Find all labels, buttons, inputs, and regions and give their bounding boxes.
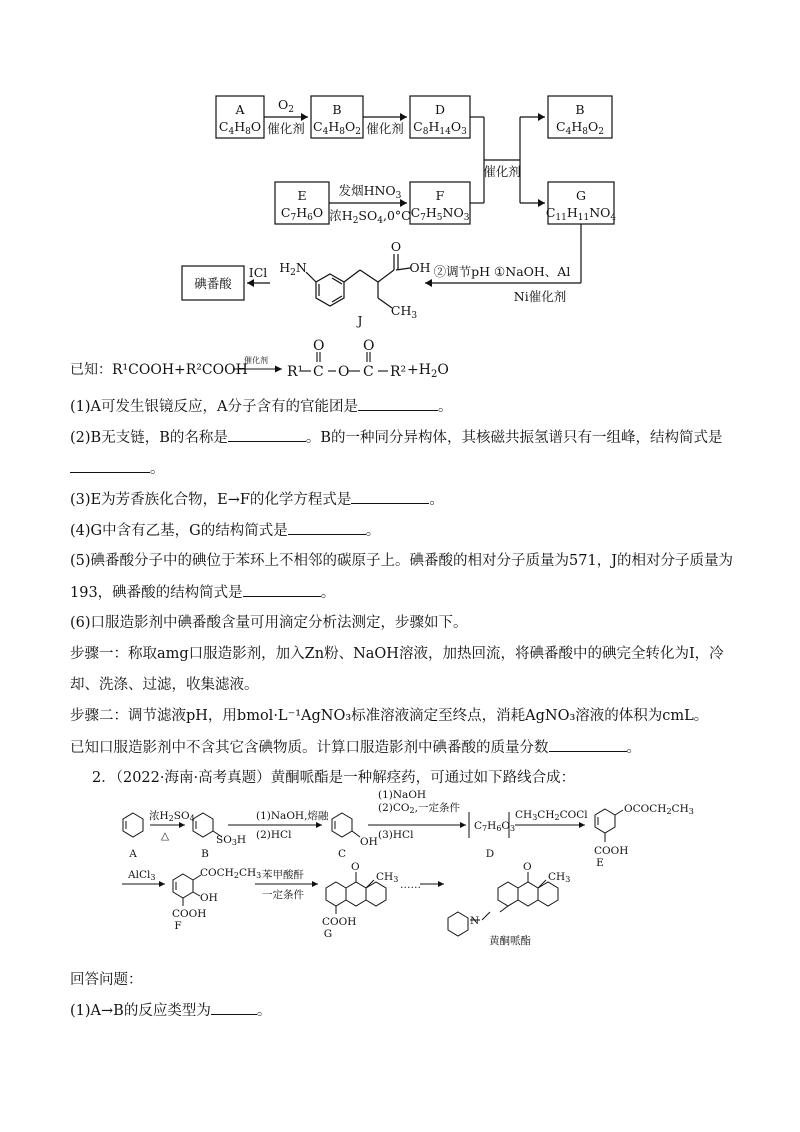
q4-text: (4)G中含有乙基，G的结构简式是 。 (70, 520, 380, 541)
q1-text: (1)A可发生银镜反应，A分子含有的官能团是 。 (70, 396, 452, 417)
step2: 步骤二：调节滤液pH，用bmol·L⁻¹AgNO₃标准溶液滴定至终点，消耗AgNO₃溶液的体积为cmL。 (70, 708, 709, 724)
J-ch3: $CH_3$ (390, 303, 418, 321)
r-AB-top: 浓H2SO4 (149, 810, 195, 823)
known-c1: C (313, 364, 324, 380)
r-EF: AlCl3 (128, 869, 156, 882)
G-formula: $C_{11}H_{11}NO_4$ (545, 205, 617, 223)
D-formula: C7H6O3 (474, 820, 516, 833)
r-FG-top: 苯甲酸酐 (262, 869, 304, 881)
F-cooh: COOH (172, 908, 207, 920)
G-label: G (576, 188, 586, 203)
known-water: $+H_2O$ (407, 362, 449, 380)
q2-blank-line: 。 (70, 458, 165, 479)
known-c2: C (363, 364, 374, 380)
B-so3h: SO3H (216, 834, 247, 847)
E-cooh: COOH (594, 845, 629, 857)
r-BC-top: (1)NaOH,熔融 (256, 810, 329, 822)
B2-label: B (575, 102, 585, 117)
arrow-BD-bottom: 催化剂 (366, 121, 404, 136)
arrow-GJ-bottom: Ni催化剂 (513, 289, 567, 304)
arrow-GJ-top: ②调节pH ①NaOH、Al (433, 264, 571, 279)
known-catalyst: 催化剂 (244, 356, 268, 365)
answer-intro: 回答问题： (70, 972, 143, 988)
r-CD-2: (2)CO2,一定条件 (378, 802, 460, 815)
P-o: O (523, 861, 532, 873)
arrow-EF-top: 发烟$HNO_3$ (338, 183, 402, 201)
F-formula: $C_7H_5NO_3$ (410, 205, 470, 223)
r-BC-bottom: (2)HCl (256, 829, 292, 841)
synthesis-scheme-1 (0, 85, 800, 330)
B-formula: $C_4H_8O_2$ (313, 119, 361, 137)
D-label: D (434, 102, 446, 117)
J-acid-oh: OH (409, 260, 431, 275)
known-o2: O (363, 338, 375, 354)
dots: …… (400, 879, 421, 891)
arrow-EF-bottom: 浓$H_2SO_4,0^\circ C$ (329, 208, 411, 226)
q5-text-a: (5)碘番酸分子中的碘位于苯环上不相邻的碳原子上。碘番酸的相对分子质量为571，J的相对分子质量为 (70, 553, 734, 569)
E-label: E (297, 188, 307, 203)
label-A: A (129, 848, 137, 860)
q2-text: (2)B无支链，B的名称是 。B的一种同分异构体，其核磁共振氢谱只有一组峰，结构简式是 (70, 427, 723, 448)
C-oh: OH (360, 836, 378, 848)
F-oh: OH (200, 892, 218, 904)
arrow-AB-bottom: 催化剂 (267, 121, 305, 136)
label-E: E (596, 857, 604, 869)
r-FG-bottom: 一定条件 (262, 889, 304, 901)
r-CD-3: (3)HCl (378, 829, 414, 841)
A-formula: $C_4H_8O$ (218, 119, 262, 137)
G-o: O (351, 861, 360, 873)
label-D: D (485, 848, 495, 860)
F-label: F (435, 188, 445, 203)
known-o1: O (313, 338, 325, 354)
q3-text: (3)E为芳香族化合物，E→F的化学方程式是 。 (70, 489, 444, 510)
r-CD-1: (1)NaOH (378, 789, 427, 801)
q2-1: (1)A→B的反应类型为 。 (70, 1000, 271, 1021)
G-ch3: CH3 (376, 871, 399, 884)
A-label: A (235, 102, 245, 117)
B-label: B (332, 102, 342, 117)
J-acid-o: O (390, 239, 402, 254)
question-2-title: 2．（2022·海南·高考真题）黄酮哌酯是一种解痉药，可通过如下路线合成： (92, 770, 576, 786)
arrow-AB-top: $O_2$ (278, 97, 294, 115)
D-formula: $C_8H_{14}O_3$ (413, 119, 467, 137)
label-B: B (201, 848, 209, 860)
step1-b: 却、洗涤、过滤，收集滤液。 (70, 677, 259, 693)
r-AB-bottom: △ (161, 830, 170, 842)
known-r2: R² (390, 364, 407, 380)
r-DE: CH3CH2COCl (515, 809, 588, 822)
q5-text-b: 193，碘番酸的结构简式是 。 (70, 582, 335, 603)
label-F: F (174, 920, 182, 932)
product-iodo-panoic: 碘番酸 (194, 276, 232, 291)
F-ketone: COCH2CH3 (200, 867, 262, 880)
q6-final: 已知口服造影剂中不含其它含碘物质。计算口服造影剂中碘番酸的质量分数 。 (70, 737, 641, 758)
E-formula: $C_7H_6O$ (280, 205, 324, 223)
label-C: C (337, 848, 347, 860)
known-r1: R¹ (287, 364, 304, 380)
J-amine: $H_2N$ (279, 260, 307, 278)
q6-text: (6)口服造影剂中碘番酸含量可用滴定分析法测定，步骤如下。 (70, 615, 468, 631)
J-label: J (357, 313, 363, 328)
synthesis-scheme-2 (0, 785, 800, 960)
arrow-ICl: ICl (248, 265, 268, 280)
E-ester: OCOCH2CH3 (624, 803, 694, 816)
known-obridge: O (338, 364, 350, 380)
label-product: 黄酮哌酯 (489, 935, 531, 947)
label-G: G (323, 928, 333, 940)
G-cooh: COOH (322, 916, 357, 928)
P-ch3: CH3 (548, 871, 571, 884)
arrow-DG-label: 催化剂 (483, 164, 521, 179)
B2-formula: $C_4H_8O_2$ (556, 119, 604, 137)
known-reaction (0, 338, 800, 388)
known-reactants: 已知：R¹COOH+R²COOH (70, 362, 248, 378)
P-n: N (470, 915, 480, 927)
step1-a: 步骤一：称取amg口服造影剂，加入Zn粉、NaOH溶液，加热回流，将碘番酸中的碘完全转化为I，冷 (70, 646, 724, 662)
